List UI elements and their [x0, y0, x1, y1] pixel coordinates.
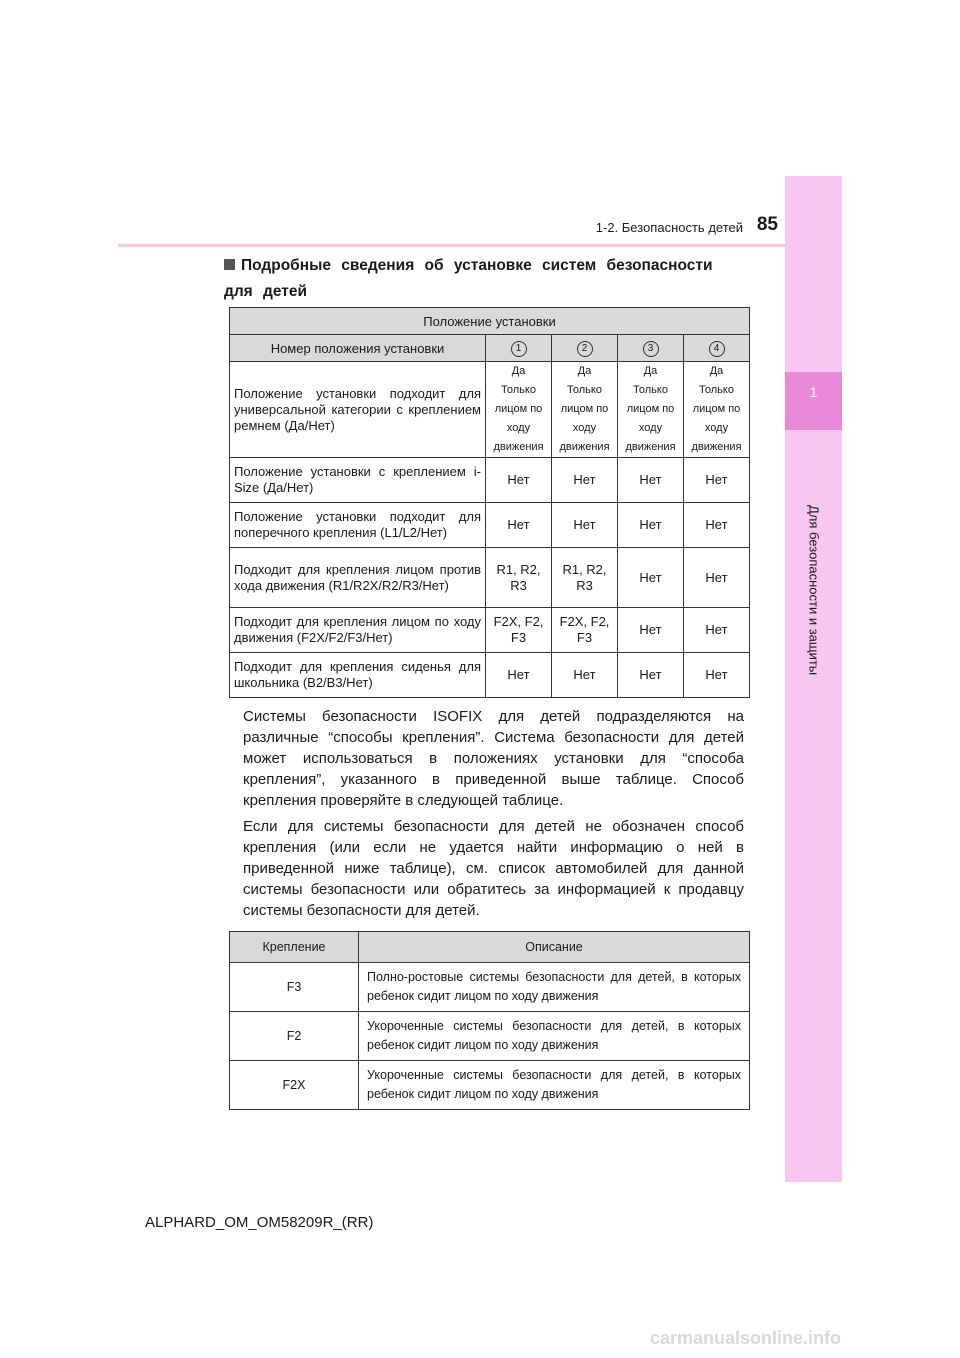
table-cell: Да Только лицом по ходу движения	[618, 362, 684, 458]
table-row	[230, 1061, 750, 1110]
fixture-code: F2X	[230, 1061, 359, 1110]
header-rule	[118, 244, 842, 247]
row-label: Подходит для крепления сиденья для школьника (B2/B3/Нет)	[230, 653, 486, 698]
chapter-label: Для безопасности и защиты	[806, 504, 822, 676]
table-cell: Нет	[552, 653, 618, 698]
table-title: Положение установки	[230, 308, 750, 335]
table-cell: Да Только лицом по ходу движения	[486, 362, 552, 458]
table-row	[230, 503, 750, 548]
table-cell: Нет	[684, 608, 750, 653]
table-cell: Да Только лицом по ходу движения	[684, 362, 750, 458]
table-row	[230, 548, 750, 608]
heading-text: Подробные сведения об установке систем безопасности для детей	[224, 257, 713, 300]
section-title: 1-2. Безопасность детей	[595, 220, 743, 235]
table-cell: F2X, F2, F3	[486, 608, 552, 653]
paragraph: Системы безопасности ISOFIX для детей подразделяются на различные “способы крепления”. Система безопасности для детей может использоваться в положениях установки для “способа крепления”, указанного в приведенной выше таблице. Способ крепления проверяйте в следующей таблице.	[243, 708, 744, 809]
table-cell: Нет	[618, 548, 684, 608]
column-header: Крепление	[230, 932, 359, 963]
table-row	[230, 308, 750, 335]
table-cell: Нет	[618, 503, 684, 548]
table-cell: Нет	[684, 458, 750, 503]
paragraph: Если для системы безопасности для детей не обозначен способ крепления (или если не удается найти информацию о ней в приведенной ниже таблице), см. список автомобилей для данной системы безопасности или обратитесь за информацией к продавцу системы безопасности для детей.	[243, 818, 744, 919]
fixture-description: Укороченные системы безопасности для детей, в которых ребенок сидит лицом по ходу движения	[359, 1012, 750, 1061]
position-number: 4	[709, 341, 725, 357]
table-cell: Нет	[552, 503, 618, 548]
table-cell: Нет	[684, 548, 750, 608]
watermark: carmanualsonline.info	[650, 1328, 842, 1348]
table-cell: Нет	[618, 653, 684, 698]
table-cell: R1, R2, R3	[552, 548, 618, 608]
section-heading	[224, 253, 744, 305]
table-row	[230, 1012, 750, 1061]
table-row	[230, 932, 750, 963]
position-number: 3	[643, 341, 659, 357]
table-cell: Нет	[486, 458, 552, 503]
positions-label: Номер положения установки	[230, 335, 486, 362]
fixture-description: Укороченные системы безопасности для детей, в которых ребенок сидит лицом по ходу движения	[359, 1061, 750, 1110]
document-code: ALPHARD_OM_OM58209R_(RR)	[145, 1214, 374, 1231]
position-number: 1	[511, 341, 527, 357]
square-bullet-icon	[224, 259, 235, 270]
table-cell: Нет	[684, 653, 750, 698]
fixture-table	[229, 931, 750, 1110]
row-label: Положение установки подходит для поперечного крепления (L1/L2/Нет)	[230, 503, 486, 548]
table-cell: F2X, F2, F3	[552, 608, 618, 653]
row-label: Подходит для крепления лицом по ходу движения (F2X/F2/F3/Нет)	[230, 608, 486, 653]
table-cell: R1, R2, R3	[486, 548, 552, 608]
table-cell: Нет	[618, 608, 684, 653]
fixture-code: F3	[230, 963, 359, 1012]
fixture-code: F2	[230, 1012, 359, 1061]
row-label: Подходит для крепления лицом против хода движения (R1/R2X/R2/R3/Нет)	[230, 548, 486, 608]
row-label: Положение установки подходит для универсальной категории с креплением ремнем (Да/Нет)	[230, 362, 486, 458]
table-row	[230, 362, 750, 458]
table-cell: Нет	[618, 458, 684, 503]
table-row	[230, 653, 750, 698]
table-cell: Нет	[552, 458, 618, 503]
row-label: Положение установки с креплением i-Size (Да/Нет)	[230, 458, 486, 503]
table-cell: Да Только лицом по ходу движения	[552, 362, 618, 458]
position-number: 2	[577, 341, 593, 357]
fixture-description: Полно-ростовые системы безопасности для детей, в которых ребенок сидит лицом по ходу движения	[359, 963, 750, 1012]
table-cell: Нет	[684, 503, 750, 548]
page-number: 85	[756, 214, 778, 235]
chapter-number: 1	[809, 384, 818, 400]
table-row	[230, 608, 750, 653]
column-header: Описание	[359, 932, 750, 963]
table-row	[230, 458, 750, 503]
table-row	[230, 963, 750, 1012]
table-row	[230, 335, 750, 362]
table-cell: Нет	[486, 653, 552, 698]
installation-table	[229, 307, 750, 698]
table-cell: Нет	[486, 503, 552, 548]
